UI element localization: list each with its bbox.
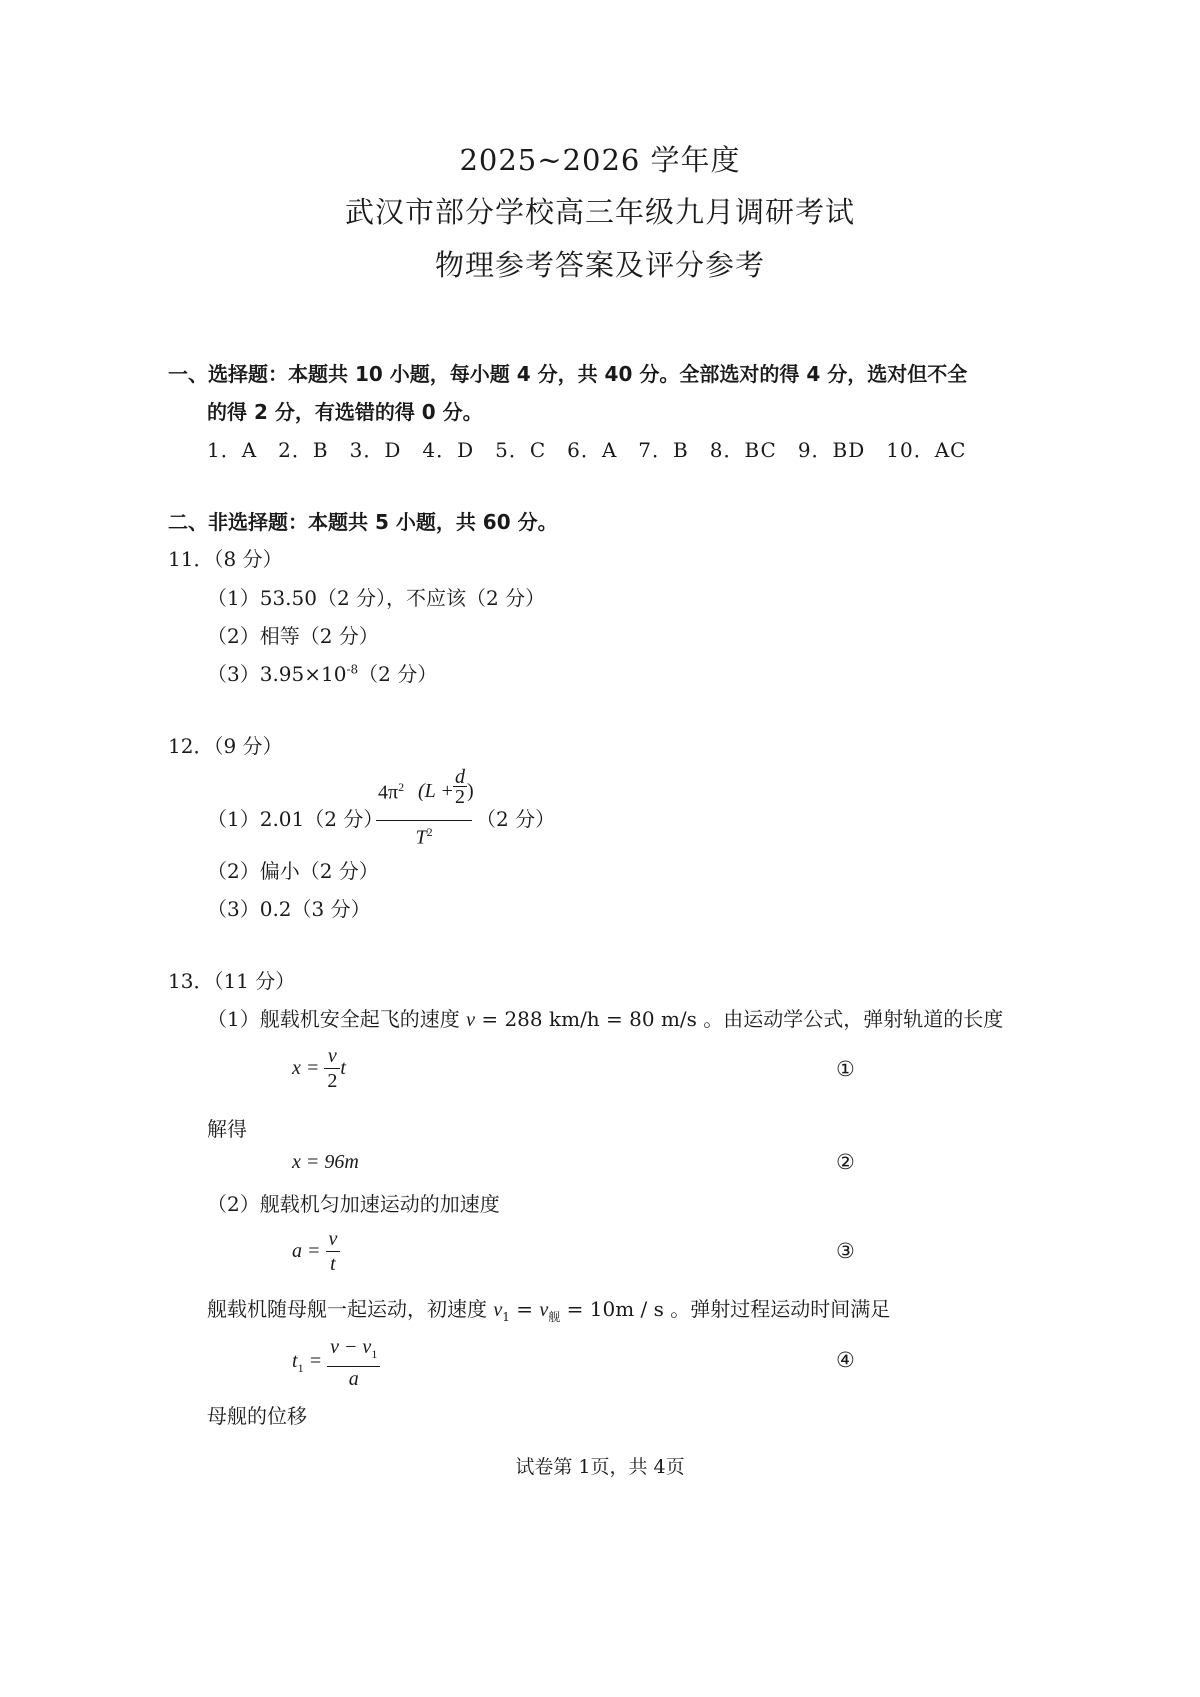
q11-part1: （1）53.50（2 分），不应该（2 分） [207, 586, 546, 610]
q12-part2: （2）偏小（2 分） [207, 859, 379, 883]
q11-label: 11．（8 分） [168, 547, 283, 571]
q13-part2-text: （2）舰载机匀加速运动的加速度 [207, 1192, 500, 1216]
q11-part2: （2）相等（2 分） [207, 624, 379, 648]
q11-part3-prefix: （3）3.95×10 [207, 662, 347, 686]
equation-3-fraction: $\frac{v}{t}$ [326, 1227, 341, 1276]
q12-formula-close: ) [467, 780, 474, 802]
q12-label: 12．（9 分） [168, 734, 283, 758]
page-title-exam: 武汉市部分学校高三年级九月调研考试 [344, 195, 855, 229]
q12-formula-paren: (L + [418, 780, 454, 802]
q13-displacement-text: 母舰的位移 [207, 1404, 307, 1428]
q13-solve-label: 解得 [207, 1117, 247, 1141]
equation-4: $t_1$ = $\frac{v - v_1}{a}$ [292, 1335, 380, 1391]
q11-part3 [207, 658, 437, 687]
equation-4-marker: ④ [836, 1348, 855, 1372]
q13-part1-text: （1）舰载机安全起飞的速度 v = 288 km/h = 80 m/s 。由运动学公式，弹射轨道的长度 [207, 1007, 1004, 1031]
q12-formula-4pi: $4\pi^2$ [378, 780, 405, 804]
q12-formula-denominator: $T^2$ [415, 825, 433, 849]
page-title-year: 2025~2026 学年度 [459, 143, 741, 177]
q13-initial-velocity-text: 舰载机随母舰一起运动，初速度 $v_1 = v_舰 = 10m / s$ 。弹射过程运动时间满足 [207, 1297, 891, 1324]
section2-heading: 二、非选择题：本题共 5 小题，共 60 分。 [168, 510, 558, 534]
section1-heading-line1: 一、选择题：本题共 10 小题，每小题 4 分，共 40 分。全部选对的得 4 分，选对但不全 [168, 362, 968, 386]
equation-2: x = 96m [292, 1151, 359, 1173]
equation-3-marker: ③ [836, 1239, 855, 1263]
q12-part1-prefix: （1）2.01（2 分） [207, 807, 384, 831]
q12-formula-numerator [376, 768, 472, 821]
equation-1-marker: ① [836, 1057, 855, 1081]
equation-1: x = $\frac{v}{2}$ t [292, 1045, 346, 1092]
equation-3: a = $\frac{v}{t}$ [292, 1227, 340, 1276]
q13-label: 13．（11 分） [168, 969, 296, 993]
q12-part3: （3）0.2（3 分） [207, 897, 371, 921]
q11-part3-exponent: -8 [346, 662, 359, 677]
page-footer: 试卷第 1页，共 4页 [515, 1456, 685, 1478]
equation-4-fraction: $\frac{v - v_1}{a}$ [327, 1335, 380, 1391]
q12-part1-suffix: （2 分） [476, 807, 556, 831]
q12-formula-halfd: d 2 [455, 766, 465, 808]
equation-2-marker: ② [836, 1150, 855, 1174]
q12-formula [376, 768, 472, 850]
q11-part3-suffix: （2 分） [358, 662, 438, 686]
multiple-choice-answers: 1．A 2．B 3．D 4．D 5．C 6．A 7．B 8．BC 9．BD 10．AC [207, 438, 967, 462]
page-subtitle: 物理参考答案及评分参考 [434, 248, 765, 282]
equation-1-fraction: $\frac{v}{2}$ [324, 1044, 340, 1093]
section1-heading-line2: 的得 2 分，有选错的得 0 分。 [207, 400, 483, 424]
